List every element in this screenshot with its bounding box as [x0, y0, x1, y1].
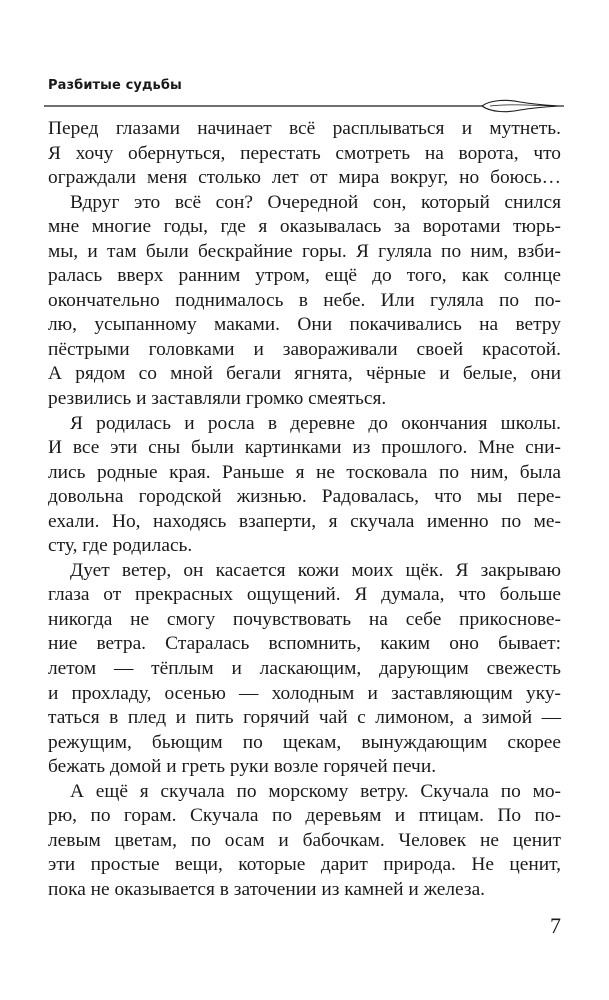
text-line: рю, по горам. Скучала по деревьям и птицам. По по- [48, 805, 561, 827]
text-line: режущим, бьющим по щекам, вынуждающим скорее [48, 731, 561, 753]
text-line: ехали. Но, находясь взаперти, я скучала именно по ме- [48, 510, 561, 532]
page-number: 7 [550, 913, 561, 938]
text-line: бежать домой и греть руки возле горячей печи. [48, 756, 437, 778]
paragraph [48, 780, 561, 903]
text-line: никогда не смогу почувствовать на себе прикоснове- [48, 608, 561, 630]
body-text [48, 117, 561, 903]
text-line: глаза от прекрасных ощущений. Я думала, что больше [48, 584, 561, 606]
text-line: и прохладу, осенью — холодным и заставляющим уку- [48, 682, 561, 704]
text-line: Я родилась и росла в деревне до окончания школы. [70, 412, 561, 434]
text-line: лю, усыпанному маками. Они покачивались на ветру [48, 314, 561, 336]
text-line: А рядом со мной бегали ягнята, чёрные и белые, они [48, 363, 561, 385]
paragraph [48, 559, 561, 780]
running-head-title: Разбитые судьбы [48, 78, 182, 93]
text-line: ограждали меня столько лет от мира вокруг, но боюсь… [48, 167, 561, 189]
text-line: сту, где родилась. [48, 535, 193, 557]
paragraph [48, 191, 561, 412]
text-line: мы, и там были бескрайние горы. Я гуляла по ним, взби- [48, 240, 561, 262]
text-line: Перед глазами начинает всё расплываться и мутнеть. [48, 118, 561, 139]
text-line: резвились и заставляли громко смеяться. [48, 388, 387, 410]
text-line: пёстрыми головками и завораживали своей красотой. [48, 338, 561, 360]
text-line: ние ветра. Старалась вспомнить, каким оно бывает: [48, 633, 561, 655]
text-line: пока не оказывается в заточении из камней и железа. [48, 878, 486, 900]
text-line: лись родные края. Раньше я не тосковала по ним, была [48, 461, 561, 483]
text-line: А ещё я скучала по морскому ветру. Скучала по мо- [70, 780, 561, 802]
text-line: эти простые вещи, которые дарит природа. Не ценит, [48, 854, 561, 876]
quill-rule-icon [44, 99, 564, 113]
text-line: таться в плед и пить горячий чай с лимоном, а зимой — [48, 707, 561, 729]
text-line: ралась вверх ранним утром, ещё до того, как солнце [48, 265, 561, 287]
text-line: И все эти сны были картинками из прошлого. Мне сни- [48, 437, 561, 459]
text-line: Дует ветер, он касается кожи моих щёк. Я закрываю [70, 559, 561, 581]
text-line: Вдруг это всё сон? Очередной сон, который снился [70, 191, 561, 213]
text-line: мне многие годы, где я оказывалась за воротами тюрь- [48, 216, 561, 238]
text-line: летом — тёплым и ласкающим, дарующим свежесть [48, 658, 561, 680]
text-line: довольна городской жизнью. Радовалась, что мы пере- [48, 486, 561, 508]
paragraph [48, 412, 561, 559]
text-line: левым цветам, по осам и бабочкам. Человек не ценит [48, 829, 561, 851]
paragraph [48, 117, 561, 191]
text-line: Я хочу обернуться, перестать смотреть на ворота, что [48, 142, 561, 164]
text-line: окончательно поднималось в небе. Или гуляла по по- [48, 289, 561, 311]
